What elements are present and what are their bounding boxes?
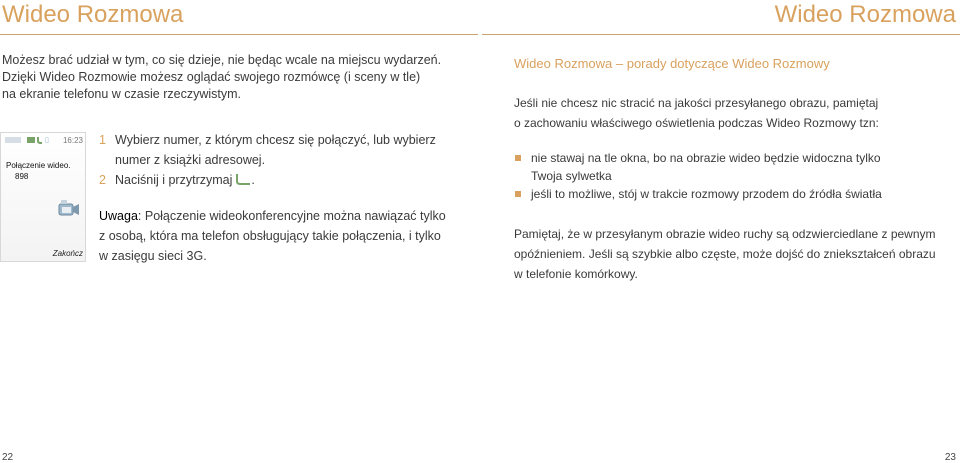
page-number-left: 22: [2, 452, 14, 463]
tips-bullet-list: [514, 149, 954, 203]
left-header-rule: [0, 34, 478, 35]
video-camera-icon: [57, 199, 81, 217]
note-line-1: [99, 206, 459, 226]
step-text: numer z książki adresowej.: [115, 153, 266, 167]
intro-line: Dzięki Wideo Rozmowie możesz oglądać swojego rozmówcę (i sceny w tle): [2, 70, 421, 84]
intro-line: Możesz brać udział w tym, co się dzieje, nie będąc wcale na miejscu wydarzeń.: [2, 53, 442, 67]
paragraph-line: Jeśli nie chcesz nic stracić na jakości przesyłanego obrazu, pamiętaj: [514, 96, 879, 110]
step-text: Wybierz numer, z którym chcesz się połączyć, lub wybierz: [115, 133, 436, 147]
lock-icon: ▯: [45, 137, 49, 144]
paragraph-line: w telefonie komórkowy.: [514, 267, 638, 281]
bullet-marker: [515, 191, 521, 197]
paragraph-line: Pamiętaj, że w przesyłanym obrazie wideo ruchy są odzwierciedlane z pewnym: [514, 227, 936, 241]
end-call-softkey[interactable]: Zakończ: [52, 249, 83, 258]
list-item-text: Twoja sylwetka: [531, 169, 612, 183]
tips-paragraph-2: [514, 224, 954, 284]
page-number-right: 23: [944, 452, 956, 463]
phone-clock: 16:23: [62, 136, 83, 145]
message-icon: [27, 137, 35, 143]
step-suffix: .: [251, 173, 255, 187]
paragraph-line: opóźnieniem. Jeśli są szybkie albo częste, może dojść do zniekształceń obrazu: [514, 247, 936, 261]
step-1: [99, 130, 459, 170]
step-number: 1: [99, 133, 106, 147]
phone-screenshot: [0, 132, 86, 262]
call-key-icon: [235, 173, 251, 185]
list-item-text: jeśli to możliwe, stój w trakcie rozmowy przodem do źródła światła: [531, 187, 882, 201]
bullet-marker: [515, 155, 521, 161]
phone-number: 898: [15, 172, 29, 181]
step-2: [99, 170, 459, 190]
left-page-title: Wideo Rozmowa: [2, 1, 184, 28]
step-text: Naciśnij i przytrzymaj: [115, 173, 233, 187]
note-text: z osobą, która ma telefon obsługujący takie połączenia, i tylko: [99, 229, 441, 243]
note-label: Uwaga: [99, 209, 138, 223]
paragraph-line: o zachowaniu właściwego oświetlenia podczas Wideo Rozmowy tzn:: [514, 116, 879, 130]
step-number: 2: [99, 173, 106, 187]
right-page-title: Wideo Rozmowa: [774, 1, 956, 28]
note-paragraph: [99, 206, 459, 266]
phone-icon: [37, 137, 42, 144]
steps-list: [99, 130, 459, 190]
tips-heading: Wideo Rozmowa – porady dotyczące Wideo Rozmowy: [514, 56, 830, 71]
list-item: [514, 185, 954, 203]
phone-call-label: Połączenie wideo.: [6, 161, 71, 170]
list-item-text: nie stawaj na tle okna, bo na obrazie wideo będzie widoczna tylko: [531, 151, 881, 165]
right-header-rule: [482, 34, 960, 35]
note-text: : Połączenie wideokonferencyjne można nawiązać tylko: [137, 209, 446, 223]
intro-paragraph: [2, 52, 472, 103]
signal-icon: [5, 137, 21, 143]
list-item: [514, 149, 954, 185]
note-text: w zasięgu sieci 3G.: [99, 249, 207, 263]
intro-line: na ekranie telefonu w czasie rzeczywistym.: [2, 87, 241, 101]
phone-status-bar: [5, 136, 83, 146]
tips-paragraph-1: [514, 93, 954, 133]
